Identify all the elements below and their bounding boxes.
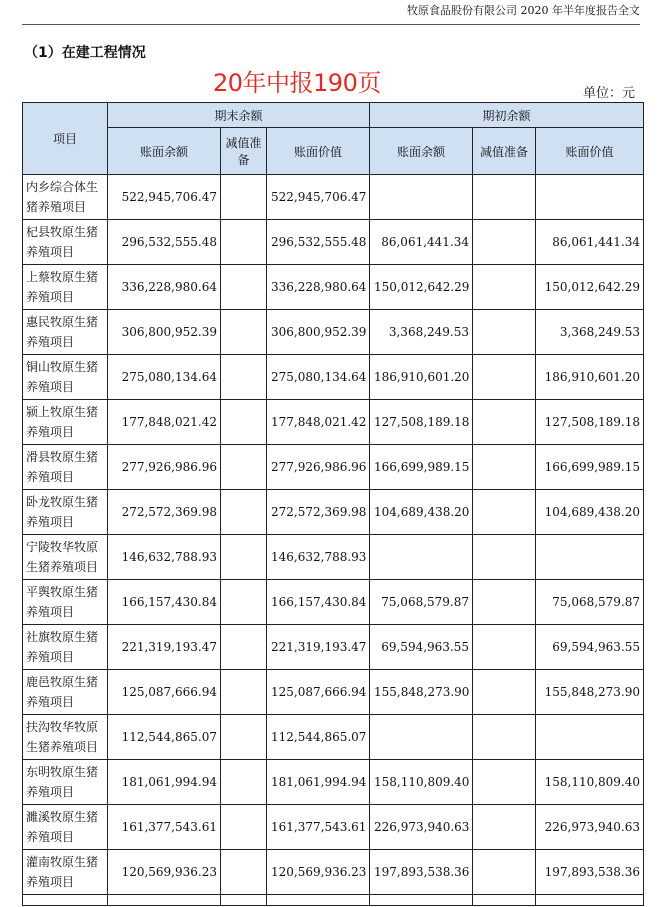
- begin-impairment-cell: [473, 760, 536, 805]
- end-impairment-cell: [221, 265, 267, 310]
- begin-balance-cell: 197,893,538.36: [370, 850, 473, 895]
- end-book-cell: 296,532,555.48: [267, 220, 370, 265]
- begin-balance-cell: [370, 715, 473, 760]
- begin-book-cell: 186,910,601.20: [536, 355, 644, 400]
- header-end-book: 账面价值: [267, 128, 370, 175]
- end-book-cell: 161,377,543.61: [267, 805, 370, 850]
- end-balance-cell: 112,544,865.07: [108, 715, 221, 760]
- end-book-cell: 120,569,936.23: [267, 850, 370, 895]
- begin-impairment-cell: [473, 175, 536, 220]
- end-book-cell: 112,544,865.07: [267, 715, 370, 760]
- end-impairment-cell: [221, 400, 267, 445]
- project-name-cell: 卧龙牧原生猪养殖项目: [23, 490, 108, 535]
- project-name-cell: 铜山牧原生猪养殖项目: [23, 355, 108, 400]
- section-title: （1）在建工程情况: [24, 45, 146, 61]
- end-book-cell: 336,228,980.64: [267, 265, 370, 310]
- running-header: 牧原食品股份有限公司 2020 年半年度报告全文: [22, 0, 640, 25]
- table-row: [23, 580, 644, 625]
- empty-cell: [536, 895, 644, 906]
- project-name-cell: 杞县牧原生猪养殖项目: [23, 220, 108, 265]
- table-row: [23, 310, 644, 355]
- table-row: [23, 850, 644, 895]
- end-balance-cell: 296,532,555.48: [108, 220, 221, 265]
- table-row: [23, 715, 644, 760]
- empty-cell: [473, 895, 536, 906]
- begin-impairment-cell: [473, 400, 536, 445]
- end-balance-cell: 125,087,666.94: [108, 670, 221, 715]
- begin-balance-cell: 69,594,963.55: [370, 625, 473, 670]
- project-name-cell: 濉溪牧原生猪养殖项目: [23, 805, 108, 850]
- table-row: [23, 535, 644, 580]
- end-balance-cell: 277,926,986.96: [108, 445, 221, 490]
- begin-balance-cell: 155,848,273.90: [370, 670, 473, 715]
- empty-cell: [370, 895, 473, 906]
- table-body: [23, 175, 644, 906]
- begin-book-cell: [536, 715, 644, 760]
- begin-book-cell: [536, 175, 644, 220]
- construction-in-progress-table: [22, 102, 644, 906]
- table-row: [23, 490, 644, 535]
- project-name-cell: 宁陵牧华牧原生猪养殖项目: [23, 535, 108, 580]
- begin-book-cell: 197,893,538.36: [536, 850, 644, 895]
- begin-impairment-cell: [473, 220, 536, 265]
- end-book-cell: 277,926,986.96: [267, 445, 370, 490]
- begin-balance-cell: 86,061,441.34: [370, 220, 473, 265]
- end-balance-cell: 336,228,980.64: [108, 265, 221, 310]
- end-book-cell: 166,157,430.84: [267, 580, 370, 625]
- project-name-cell: 内乡综合体生猪养殖项目: [23, 175, 108, 220]
- table-row: [23, 445, 644, 490]
- begin-impairment-cell: [473, 805, 536, 850]
- end-impairment-cell: [221, 445, 267, 490]
- end-impairment-cell: [221, 175, 267, 220]
- end-book-cell: 177,848,021.42: [267, 400, 370, 445]
- table-row: [23, 265, 644, 310]
- header-begin-book: 账面价值: [536, 128, 644, 175]
- project-name-cell: 灌南牧原生猪养殖项目: [23, 850, 108, 895]
- end-book-cell: 272,572,369.98: [267, 490, 370, 535]
- begin-impairment-cell: [473, 670, 536, 715]
- end-impairment-cell: [221, 580, 267, 625]
- begin-impairment-cell: [473, 490, 536, 535]
- begin-book-cell: 86,061,441.34: [536, 220, 644, 265]
- project-name-cell: 东明牧原生猪养殖项目: [23, 760, 108, 805]
- end-balance-cell: 146,632,788.93: [108, 535, 221, 580]
- begin-balance-cell: 150,012,642.29: [370, 265, 473, 310]
- end-balance-cell: 120,569,936.23: [108, 850, 221, 895]
- begin-book-cell: 75,068,579.87: [536, 580, 644, 625]
- project-name-cell: 鹿邑牧原生猪养殖项目: [23, 670, 108, 715]
- end-impairment-cell: [221, 760, 267, 805]
- end-balance-cell: 306,800,952.39: [108, 310, 221, 355]
- begin-impairment-cell: [473, 580, 536, 625]
- header-end-balance: 账面余额: [108, 128, 221, 175]
- empty-cell: [108, 895, 221, 906]
- begin-balance-cell: 166,699,989.15: [370, 445, 473, 490]
- end-balance-cell: 177,848,021.42: [108, 400, 221, 445]
- end-book-cell: 275,080,134.64: [267, 355, 370, 400]
- end-balance-cell: 221,319,193.47: [108, 625, 221, 670]
- begin-impairment-cell: [473, 850, 536, 895]
- end-book-cell: 125,087,666.94: [267, 670, 370, 715]
- end-impairment-cell: [221, 715, 267, 760]
- begin-book-cell: [536, 535, 644, 580]
- unit-label: 单位：元: [582, 86, 635, 101]
- end-balance-cell: 181,061,994.94: [108, 760, 221, 805]
- page-annotation: 20年中报190页: [213, 69, 381, 97]
- begin-balance-cell: [370, 175, 473, 220]
- empty-cell: [267, 895, 370, 906]
- end-impairment-cell: [221, 670, 267, 715]
- end-book-cell: 522,945,706.47: [267, 175, 370, 220]
- begin-balance-cell: 75,068,579.87: [370, 580, 473, 625]
- begin-balance-cell: 186,910,601.20: [370, 355, 473, 400]
- table-row-cut-off: [23, 895, 644, 906]
- header-group-begin: 期初余额: [370, 103, 644, 128]
- end-impairment-cell: [221, 805, 267, 850]
- begin-balance-cell: 127,508,189.18: [370, 400, 473, 445]
- end-impairment-cell: [221, 535, 267, 580]
- project-name-cell: 颍上牧原生猪养殖项目: [23, 400, 108, 445]
- end-impairment-cell: [221, 850, 267, 895]
- table-row: [23, 670, 644, 715]
- begin-impairment-cell: [473, 625, 536, 670]
- begin-impairment-cell: [473, 715, 536, 760]
- end-impairment-cell: [221, 355, 267, 400]
- table-row: [23, 625, 644, 670]
- empty-cell: [221, 895, 267, 906]
- empty-cell: [23, 895, 108, 906]
- project-name-cell: 社旗牧原生猪养殖项目: [23, 625, 108, 670]
- project-name-cell: 扶沟牧华牧原生猪养殖项目: [23, 715, 108, 760]
- begin-impairment-cell: [473, 445, 536, 490]
- begin-balance-cell: 226,973,940.63: [370, 805, 473, 850]
- begin-impairment-cell: [473, 310, 536, 355]
- begin-book-cell: 69,594,963.55: [536, 625, 644, 670]
- table-row: [23, 400, 644, 445]
- begin-balance-cell: 104,689,438.20: [370, 490, 473, 535]
- project-name-cell: 平舆牧原生猪养殖项目: [23, 580, 108, 625]
- begin-impairment-cell: [473, 535, 536, 580]
- end-book-cell: 221,319,193.47: [267, 625, 370, 670]
- end-book-cell: 181,061,994.94: [267, 760, 370, 805]
- begin-book-cell: 226,973,940.63: [536, 805, 644, 850]
- end-impairment-cell: [221, 490, 267, 535]
- begin-balance-cell: 3,368,249.53: [370, 310, 473, 355]
- begin-balance-cell: [370, 535, 473, 580]
- begin-balance-cell: 158,110,809.40: [370, 760, 473, 805]
- begin-book-cell: 158,110,809.40: [536, 760, 644, 805]
- table-row: [23, 175, 644, 220]
- end-balance-cell: 272,572,369.98: [108, 490, 221, 535]
- end-impairment-cell: [221, 220, 267, 265]
- begin-book-cell: 150,012,642.29: [536, 265, 644, 310]
- project-name-cell: 惠民牧原生猪养殖项目: [23, 310, 108, 355]
- project-name-cell: 滑县牧原生猪养殖项目: [23, 445, 108, 490]
- table-row: [23, 220, 644, 265]
- begin-book-cell: 166,699,989.15: [536, 445, 644, 490]
- header-group-end: 期末余额: [108, 103, 370, 128]
- header-begin-balance: 账面余额: [370, 128, 473, 175]
- end-book-cell: 306,800,952.39: [267, 310, 370, 355]
- begin-impairment-cell: [473, 265, 536, 310]
- end-book-cell: 146,632,788.93: [267, 535, 370, 580]
- project-name-cell: 上蔡牧原生猪养殖项目: [23, 265, 108, 310]
- end-balance-cell: 166,157,430.84: [108, 580, 221, 625]
- begin-impairment-cell: [473, 355, 536, 400]
- header-begin-impairment: 减值准备: [473, 128, 536, 175]
- begin-book-cell: 155,848,273.90: [536, 670, 644, 715]
- begin-book-cell: 3,368,249.53: [536, 310, 644, 355]
- header-end-impairment: 减值准备: [221, 128, 267, 175]
- table-row: [23, 760, 644, 805]
- end-balance-cell: 275,080,134.64: [108, 355, 221, 400]
- header-item: 项目: [23, 103, 108, 175]
- table-row: [23, 805, 644, 850]
- begin-book-cell: 127,508,189.18: [536, 400, 644, 445]
- end-balance-cell: 522,945,706.47: [108, 175, 221, 220]
- end-balance-cell: 161,377,543.61: [108, 805, 221, 850]
- table-row: [23, 355, 644, 400]
- end-impairment-cell: [221, 310, 267, 355]
- begin-book-cell: 104,689,438.20: [536, 490, 644, 535]
- end-impairment-cell: [221, 625, 267, 670]
